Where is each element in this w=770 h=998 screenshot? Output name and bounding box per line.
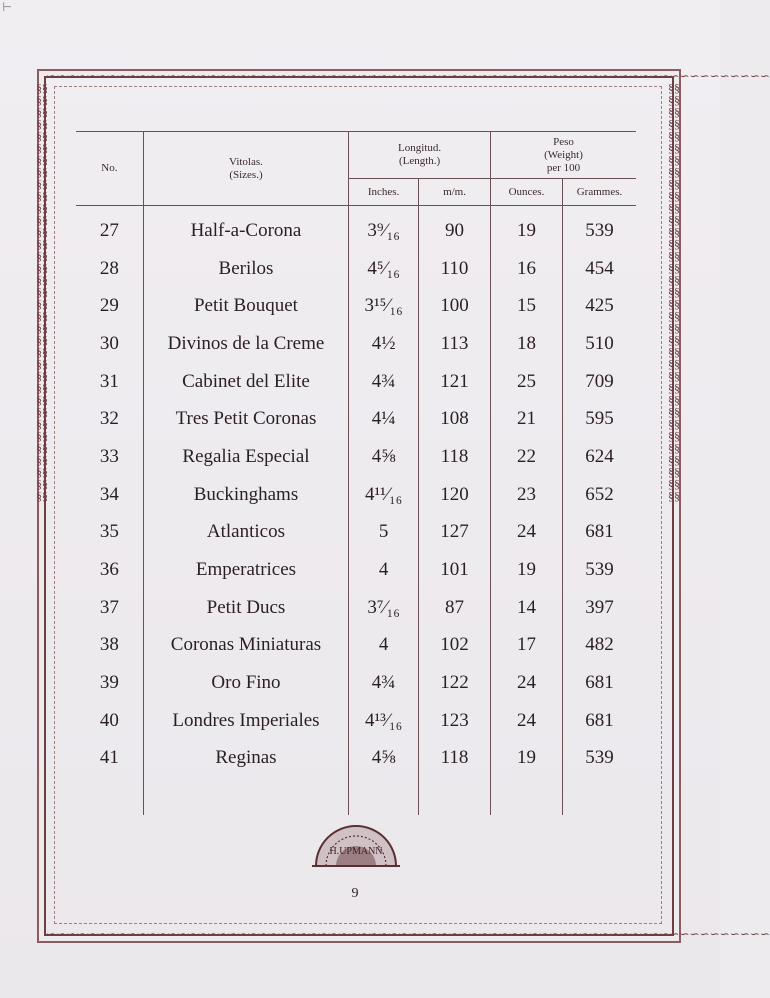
cell-name: Petit Ducs [143,589,348,627]
cell-name: Regalia Especial [143,438,348,476]
cell-mm: 87 [419,589,491,627]
header-inches: Inches. [349,179,419,206]
cell-oz: 23 [491,476,563,514]
cell-inches: 4⁵⁄₁₆ [349,250,419,288]
cell-g: 681 [562,514,636,552]
cell-g: 681 [562,702,636,740]
cell-g: 510 [562,325,636,363]
cell-name: Reginas [143,740,348,778]
cell-no: 35 [99,521,119,543]
cell-no: 36 [99,559,119,581]
cell-mm: 118 [419,740,491,778]
table-row [76,664,636,702]
table-spacer-row [76,777,636,815]
cell-oz: 14 [491,589,563,627]
page-number: 9 [351,886,359,901]
table-body [76,206,636,816]
spacer-cell [349,777,419,815]
cell-inches: 4¹¹⁄₁₆ [349,476,419,514]
cell-g: 425 [562,287,636,325]
cell-no: 29 [99,295,119,317]
cell-name: Londres Imperiales [143,702,348,740]
cell-inches: 4⅝ [349,740,419,778]
spacer-cell [419,777,491,815]
header-longitud-label: Longitud. [398,142,442,154]
cell-oz: 18 [491,325,563,363]
cell-mm: 122 [419,664,491,702]
cell-inches: 3⁹⁄₁₆ [349,206,419,250]
cell-inches: 3¹⁵⁄₁₆ [349,287,419,325]
cell-no: 37 [99,596,119,618]
cell-name: Berilos [143,250,348,288]
cell-inches: 4¾ [349,363,419,401]
cell-oz: 19 [491,206,563,250]
table-row [76,514,636,552]
cell-name: Petit Bouquet [143,287,348,325]
spacer-cell [143,777,348,815]
table-row [76,438,636,476]
cell-g: 539 [562,206,636,250]
cell-oz: 24 [491,702,563,740]
header-row [76,132,636,179]
table-row [76,702,636,740]
cell-no: 40 [99,709,119,731]
cell-g: 595 [562,400,636,438]
ornament-left-border: §§§§§§§§§§§§§§§§§§§§§§§§§§§§§§§§§§§§§§§§§§§§§§§§§§§§§§§§§§§§§§§§§§§§§§ [36,81,48,503]
cell-g: 539 [562,551,636,589]
cell-oz: 15 [491,287,563,325]
ornament-right-border: §§§§§§§§§§§§§§§§§§§§§§§§§§§§§§§§§§§§§§§§§§§§§§§§§§§§§§§§§§§§§§§§§§§§§§ [668,81,680,503]
cell-name: Divinos de la Creme [143,325,348,363]
table-row [76,250,636,288]
header-mm: m/m. [419,179,491,206]
cell-no: 39 [99,672,119,694]
header-vitolas-label: Vitolas. [229,155,263,168]
cell-g: 397 [562,589,636,627]
cell-oz: 21 [491,400,563,438]
cell-mm: 102 [419,627,491,665]
cell-inches: 4¾ [349,664,419,702]
cell-g: 539 [562,740,636,778]
h-upmann-logo [310,820,402,870]
cell-oz: 22 [491,438,563,476]
cell-inches: 5 [349,514,419,552]
table-row [76,325,636,363]
header-grammes: Grammes. [562,179,636,206]
table-row [76,476,636,514]
cell-mm: 100 [419,287,491,325]
cell-inches: 4 [349,551,419,589]
cell-no: 38 [99,634,119,656]
cell-mm: 108 [419,400,491,438]
header-sizes-label: (Sizes.) [229,168,263,181]
cell-inches: 4½ [349,325,419,363]
cell-g: 454 [562,250,636,288]
cell-g: 482 [562,627,636,665]
header-peso [491,132,637,179]
table-row [76,400,636,438]
cell-oz: 24 [491,664,563,702]
table-row [76,363,636,401]
spacer-cell [76,777,143,815]
cell-no: 27 [99,219,119,241]
header-per100-label: per 100 [546,161,581,174]
cell-name: Half-a-Corona [143,206,348,250]
spacer-cell [491,777,563,815]
ornament-bottom-border: ∽∽∽∽∽∽∽∽∽∽∽∽∽∽∽∽∽∽∽∽∽∽∽∽∽∽∽∽∽∽∽∽∽∽∽∽∽∽∽∽∽∽∽∽∽∽∽∽∽∽∽∽∽∽∽∽∽∽∽∽∽∽∽∽∽∽∽∽∽∽∽∽ [46,927,770,941]
cell-name: Cabinet del Elite [143,363,348,401]
header-weight-label: (Weight) [544,148,583,161]
cell-no: 31 [99,370,119,392]
cell-mm: 110 [419,250,491,288]
cell-name: Buckinghams [143,476,348,514]
cell-inches: 4⅝ [349,438,419,476]
header-longitud [349,132,491,179]
cell-oz: 24 [491,514,563,552]
cell-oz: 16 [491,250,563,288]
cell-name: Atlanticos [143,514,348,552]
cell-mm: 113 [419,325,491,363]
table-row [76,627,636,665]
header-peso-label: Peso [553,135,574,148]
header-vitolas [143,132,348,206]
cell-g: 681 [562,664,636,702]
cell-mm: 123 [419,702,491,740]
cell-name: Emperatrices [143,551,348,589]
cell-no: 30 [99,332,119,354]
table-row [76,740,636,778]
cell-inches: 4¹³⁄₁₆ [349,702,419,740]
cell-inches: 4¼ [349,400,419,438]
cell-mm: 118 [419,438,491,476]
table-row [76,589,636,627]
cell-inches: 4 [349,627,419,665]
header-ounces: Ounces. [491,179,563,206]
cell-oz: 19 [491,740,563,778]
cell-mm: 101 [419,551,491,589]
cell-inches: 3⁷⁄₁₆ [349,589,419,627]
cigar-sizes-table [76,131,636,815]
table-row [76,206,636,250]
cell-g: 624 [562,438,636,476]
cell-mm: 121 [419,363,491,401]
cell-g: 709 [562,363,636,401]
header-length-label: (Length.) [398,155,441,167]
cell-oz: 25 [491,363,563,401]
header-no: No. [76,132,143,206]
table-row [76,551,636,589]
cell-no: 32 [99,408,119,430]
cell-no: 28 [99,257,119,279]
cell-name: Oro Fino [143,664,348,702]
spacer-cell [562,777,636,815]
scan-edge-mark: ⊢ [2,0,13,14]
cell-no: 33 [99,445,119,467]
cell-mm: 120 [419,476,491,514]
cell-mm: 90 [419,206,491,250]
table-row [76,287,636,325]
cell-oz: 17 [491,627,563,665]
cell-mm: 127 [419,514,491,552]
cell-name: Tres Petit Coronas [143,400,348,438]
cell-g: 652 [562,476,636,514]
cell-name: Coronas Miniaturas [143,627,348,665]
ornament-top-border: ∽∽∽∽∽∽∽∽∽∽∽∽∽∽∽∽∽∽∽∽∽∽∽∽∽∽∽∽∽∽∽∽∽∽∽∽∽∽∽∽∽∽∽∽∽∽∽∽∽∽∽∽∽∽∽∽∽∽∽∽∽∽∽∽∽∽∽∽∽∽∽∽ [46,69,770,83]
cell-no: 41 [99,747,119,769]
cell-no: 34 [99,483,119,505]
cell-oz: 19 [491,551,563,589]
logo-text: H.UPMANN [329,846,383,857]
